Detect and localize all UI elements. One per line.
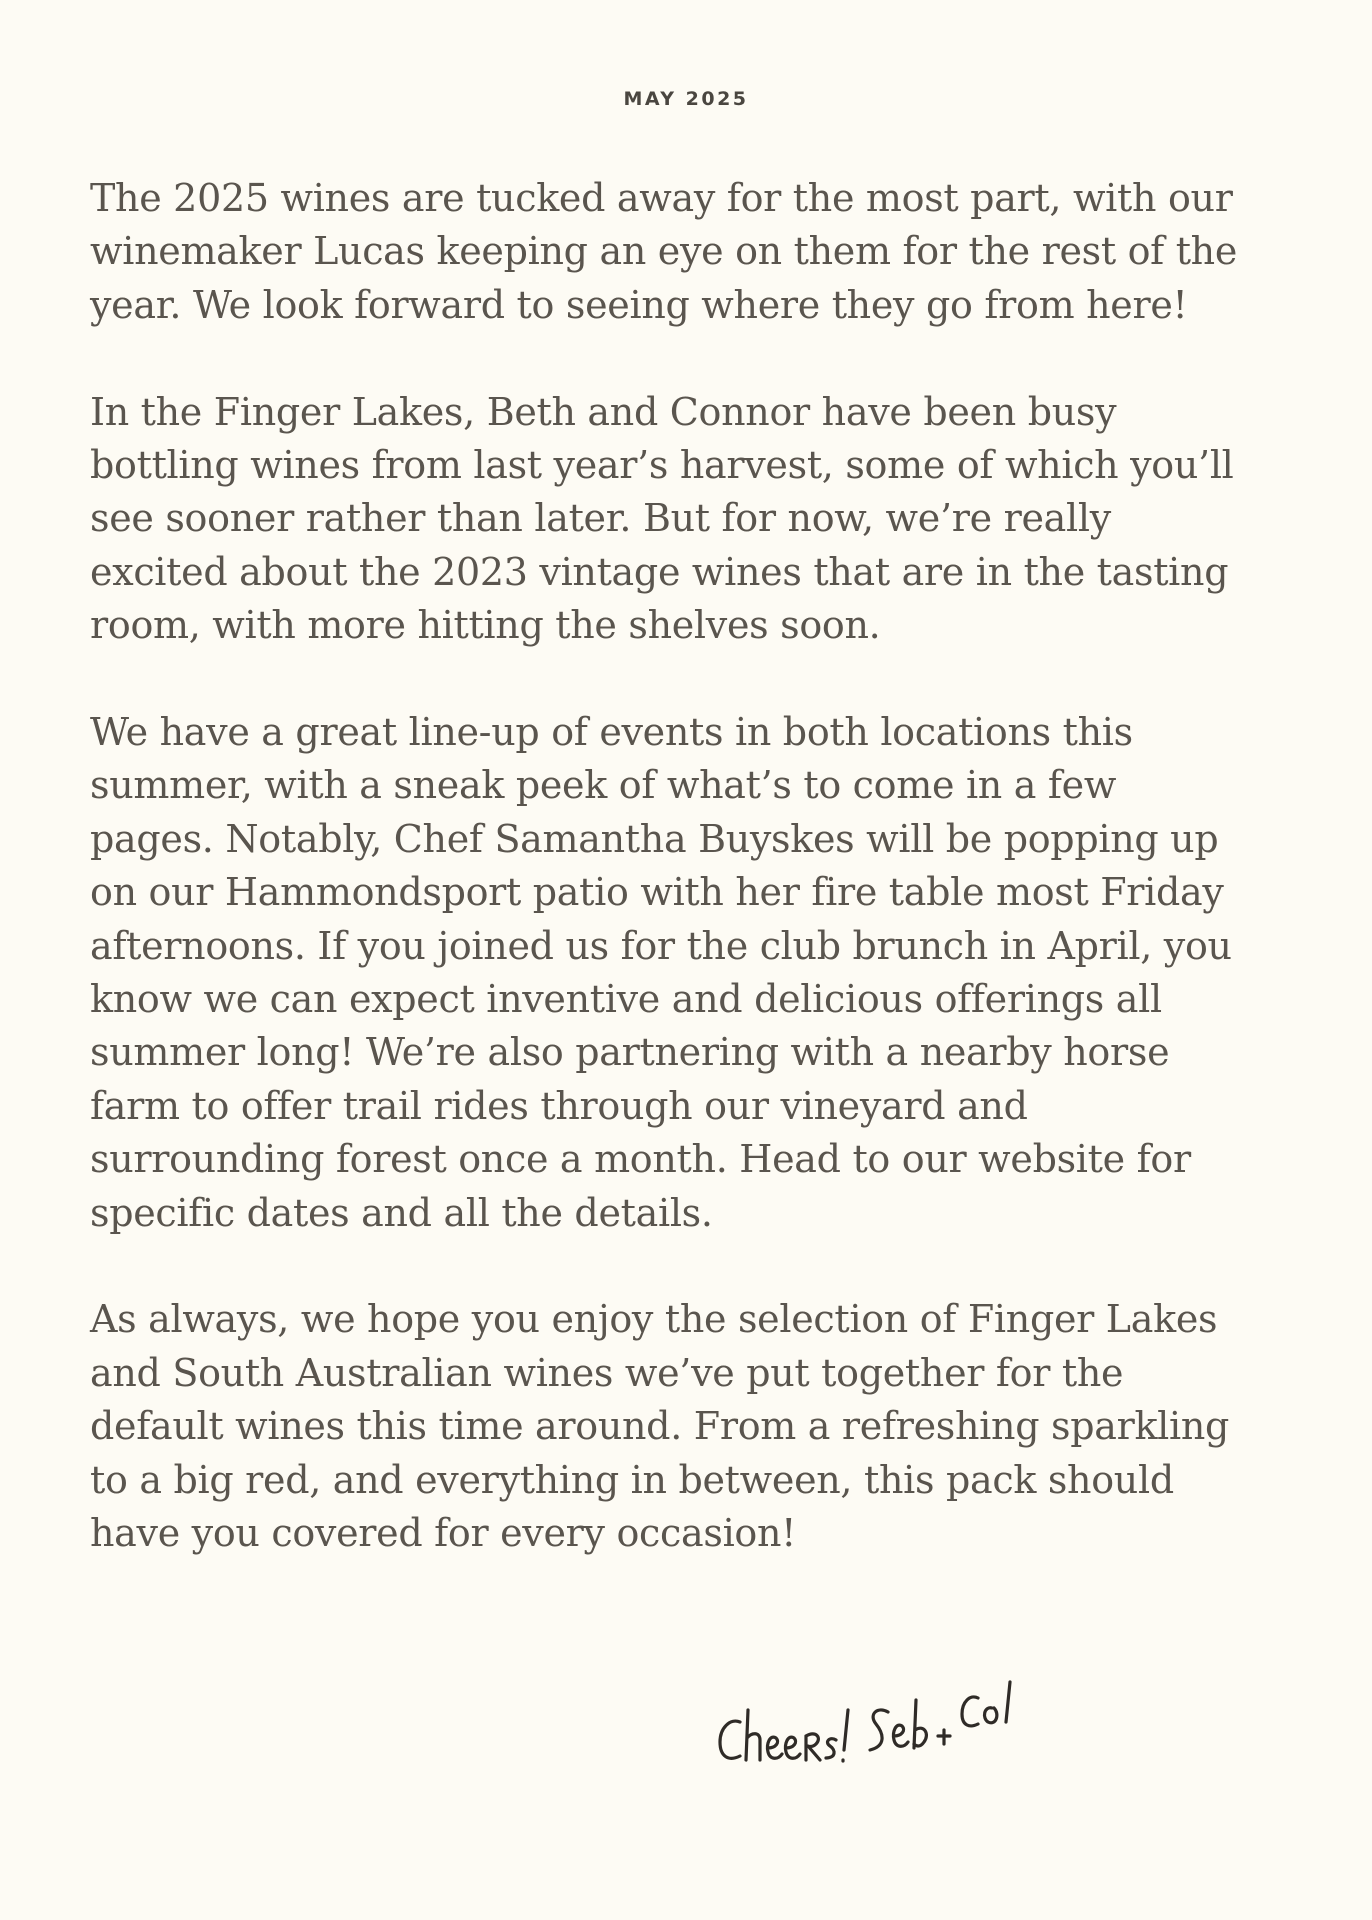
letter-body <box>90 172 1250 1614</box>
paragraph-2: In the Finger Lakes, Beth and Connor have been busy bottling wines from last year’s harvest, some of which you’ll see sooner rather than later. But for now, we’re really excited about the 2023 vintage wines that are in the tasting room, with more hitting the shelves soon. <box>90 389 1234 648</box>
paragraph-1: The 2025 wines are tucked away for the most part, with our winemaker Lucas keeping an eye on them for the rest of the year. We look forward to seeing where they go from here! <box>90 176 1238 327</box>
issue-date: MAY 2025 <box>623 88 749 110</box>
paragraph-4: As always, we hope you enjoy the selection of Finger Lakes and South Australian wines we’ve put together for the default wines this time around. From a refreshing sparkling to a big red, and everything in between, this pack should have you covered for every occasion! <box>90 1297 1230 1556</box>
handwritten-signature <box>712 1670 1092 1780</box>
paragraph-3: We have a great line-up of events in both locations this summer, with a sneak peek of what’s to come in a few pages. Notably, Chef Samantha Buyskes will be popping up on our Hammondsport patio with her fire table most Friday afternoons. If you joined us for the club brunch in April, you know we can expect inventive and delicious offerings all summer long! We’re also partnering with a nearby horse farm to offer trail rides through our vineyard and surrounding forest once a month. Head to our website for specific dates and all the details. <box>90 710 1232 1235</box>
